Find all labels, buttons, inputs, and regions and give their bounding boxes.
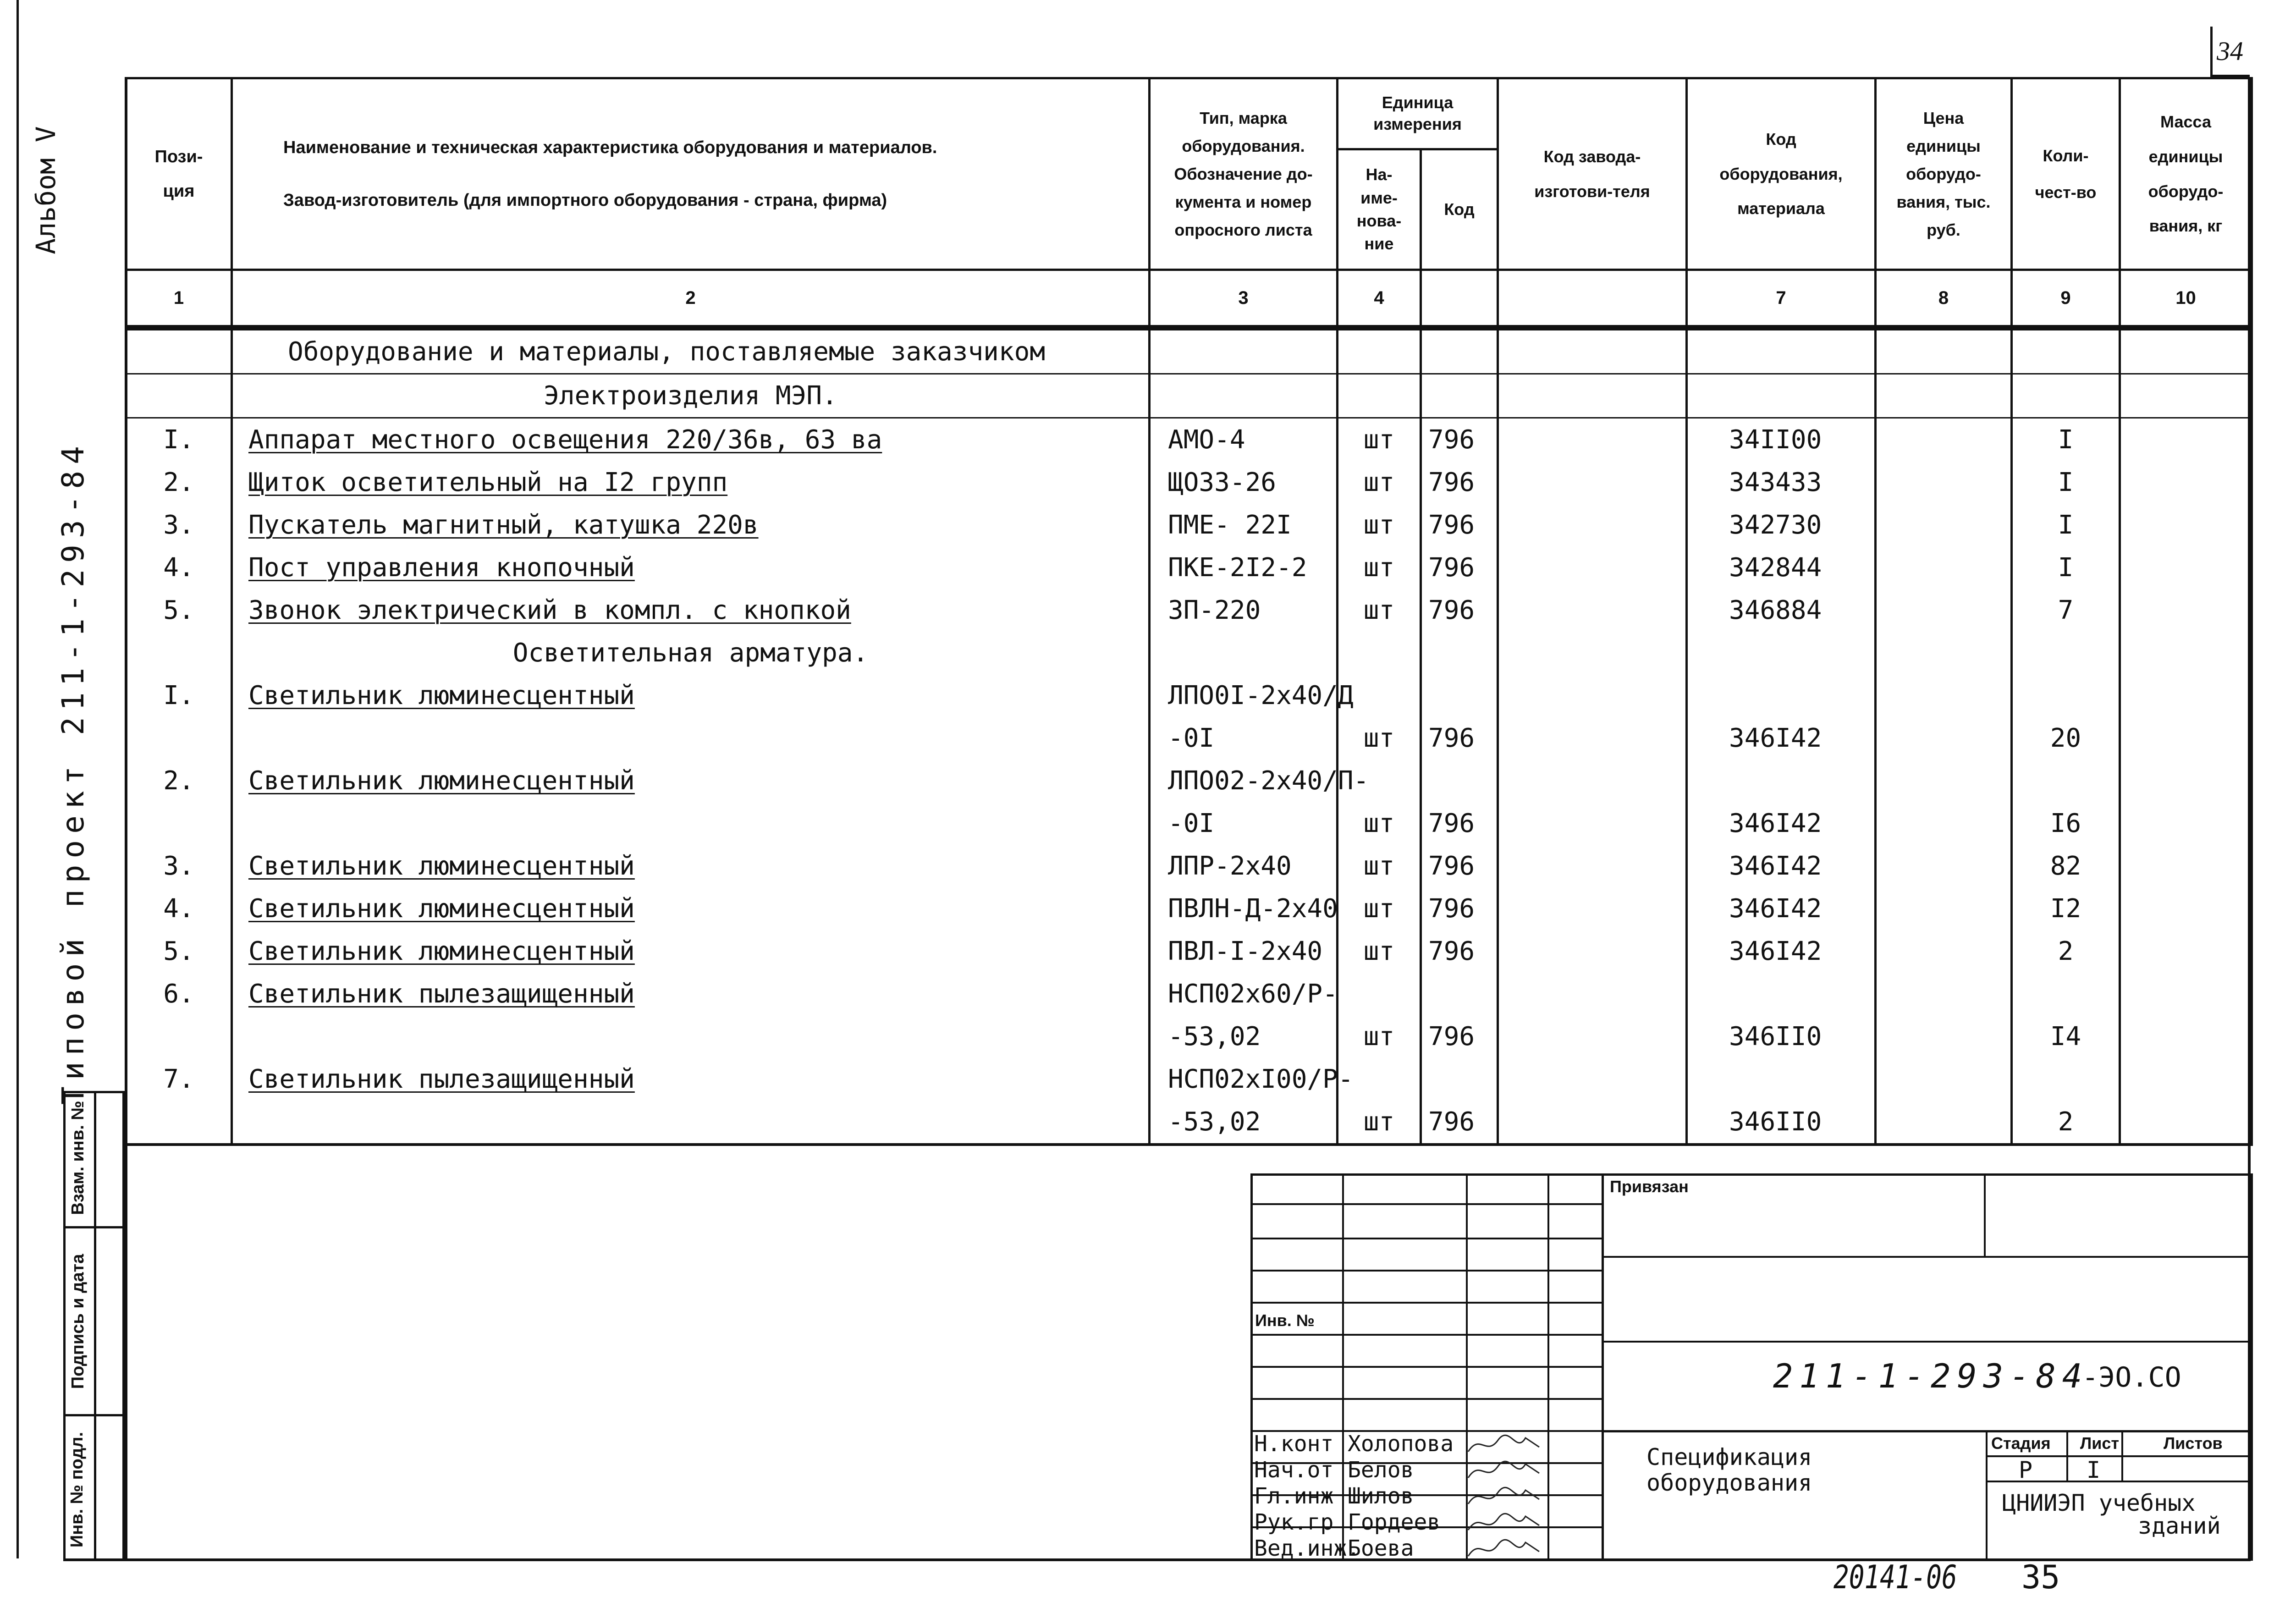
header-name-line2: Завод-изготовитель (для импортного оборудования - страна, фирма)	[283, 190, 887, 210]
name-cell	[232, 1015, 1150, 1058]
table-row	[126, 802, 2252, 845]
price-cell	[1876, 1058, 2012, 1101]
header-unit-mass: Масса единицы оборудо-вания, кг	[2120, 78, 2252, 270]
header-row	[126, 78, 2252, 149]
unit-cell	[1338, 328, 1421, 374]
unit-cell: шт	[1338, 504, 1421, 546]
signature-name: Шилов	[1348, 1483, 1414, 1509]
signature-name: Холопова	[1348, 1431, 1454, 1457]
name-cell	[232, 887, 1150, 930]
header-unit-group: Единица измерения	[1338, 78, 1498, 149]
inventory-label: Инв. №	[1255, 1311, 1315, 1330]
quantity-cell: 2	[2012, 930, 2120, 973]
plant-code-cell	[1498, 632, 1687, 674]
type-cell: ЩО33-26	[1150, 461, 1338, 504]
stage-value: Р	[2019, 1457, 2033, 1483]
name-cell	[232, 504, 1150, 546]
equipment-code-cell: 343433	[1687, 461, 1876, 504]
mass-cell	[2120, 1058, 2252, 1101]
quantity-cell: I	[2012, 461, 2120, 504]
table-row	[126, 589, 2252, 632]
signature-role: Гл.инж	[1254, 1483, 1334, 1509]
type-cell	[1150, 328, 1338, 374]
mass-cell	[2120, 546, 2252, 589]
plant-code-cell	[1498, 845, 1687, 887]
stamp-replaced-inventory: Взам. инв. №	[68, 1101, 88, 1215]
price-cell	[1876, 930, 2012, 973]
price-cell	[1876, 589, 2012, 632]
price-cell	[1876, 504, 2012, 546]
plant-code-cell	[1498, 930, 1687, 973]
unit-code-cell	[1421, 973, 1498, 1015]
quantity-cell	[2012, 328, 2120, 374]
table-row	[126, 1015, 2252, 1058]
signature-name: Боева	[1348, 1536, 1414, 1561]
signature-role: Вед.инж.	[1254, 1536, 1360, 1561]
mass-cell	[2120, 930, 2252, 973]
position-cell	[126, 717, 232, 760]
unit-cell: шт	[1338, 461, 1421, 504]
price-cell	[1876, 973, 2012, 1015]
position-cell: 3.	[126, 845, 232, 887]
column-number: 9	[2012, 270, 2120, 328]
table-row	[126, 418, 2252, 462]
project-label: Типовой проект 211-1-293-84	[55, 440, 91, 1105]
name-cell	[232, 374, 1150, 418]
price-cell	[1876, 802, 2012, 845]
type-cell: -0I	[1150, 802, 1338, 845]
equipment-code-cell	[1687, 374, 1876, 418]
type-cell: ЛПО02-2х40/П-	[1150, 760, 1338, 802]
equipment-code-cell: 346II0	[1687, 1101, 1876, 1145]
price-cell	[1876, 632, 2012, 674]
mass-cell	[2120, 632, 2252, 674]
unit-code-cell: 796	[1421, 1101, 1498, 1145]
table-row	[126, 546, 2252, 589]
quantity-cell: I6	[2012, 802, 2120, 845]
table-row	[126, 328, 2252, 374]
position-cell: 2.	[126, 760, 232, 802]
position-cell	[126, 1015, 232, 1058]
item-name: Оборудование и материалы, поставляемые заказчиком	[288, 337, 1046, 367]
column-number: 1	[126, 270, 232, 328]
header-unit-code: Код	[1421, 149, 1498, 270]
equipment-code-cell: 346I42	[1687, 930, 1876, 973]
position-cell: 4.	[126, 887, 232, 930]
equipment-code-cell: 346II0	[1687, 1015, 1876, 1058]
mass-cell	[2120, 461, 2252, 504]
table-row	[126, 845, 2252, 887]
document-name-line2: оборудования	[1646, 1470, 1812, 1496]
name-cell	[232, 973, 1150, 1015]
price-cell	[1876, 418, 2012, 462]
position-cell: I.	[126, 674, 232, 717]
equipment-code-cell	[1687, 328, 1876, 374]
unit-cell: шт	[1338, 802, 1421, 845]
position-cell	[126, 328, 232, 374]
sheet-value: I	[2087, 1457, 2101, 1483]
type-cell	[1150, 374, 1338, 418]
equipment-code-cell: 346I42	[1687, 845, 1876, 887]
unit-cell: шт	[1338, 930, 1421, 973]
unit-code-cell	[1421, 328, 1498, 374]
unit-cell: шт	[1338, 717, 1421, 760]
plant-code-cell	[1498, 1058, 1687, 1101]
table-row	[126, 973, 2252, 1015]
quantity-cell: I4	[2012, 1015, 2120, 1058]
price-cell	[1876, 674, 2012, 717]
unit-cell: шт	[1338, 418, 1421, 462]
frame-left-border	[17, 0, 19, 1558]
equipment-code-cell: 346I42	[1687, 717, 1876, 760]
handwritten-signature	[1466, 1457, 1544, 1485]
unit-code-cell: 796	[1421, 717, 1498, 760]
plant-code-cell	[1498, 418, 1687, 462]
unit-cell	[1338, 374, 1421, 418]
mass-cell	[2120, 374, 2252, 418]
type-cell: -53,02	[1150, 1101, 1338, 1145]
header-equipment-code: Код оборудования, материала	[1687, 78, 1876, 270]
item-name: Светильник люминесцентный	[248, 894, 635, 924]
plant-code-cell	[1498, 546, 1687, 589]
stamp-signature-date: Подпись и дата	[68, 1254, 88, 1389]
quantity-cell	[2012, 374, 2120, 418]
unit-cell: шт	[1338, 546, 1421, 589]
column-number: 4	[1338, 270, 1421, 328]
mass-cell	[2120, 589, 2252, 632]
position-cell	[126, 632, 232, 674]
equipment-code-cell	[1687, 760, 1876, 802]
item-name: Щиток осветительный на I2 групп	[248, 468, 728, 497]
table-row	[126, 1101, 2252, 1145]
mass-cell	[2120, 717, 2252, 760]
mass-cell	[2120, 674, 2252, 717]
name-cell	[232, 845, 1150, 887]
equipment-code-cell	[1687, 674, 1876, 717]
table-row	[126, 717, 2252, 760]
position-cell	[126, 1101, 232, 1145]
header-unit-name: На-име-нова-ние	[1338, 149, 1421, 270]
unit-cell	[1338, 973, 1421, 1015]
header-name-line1: Наименование и техническая характеристика оборудования и материалов.	[283, 138, 937, 158]
quantity-cell	[2012, 632, 2120, 674]
type-cell: НСП02х60/Р-	[1150, 973, 1338, 1015]
item-name: Электроизделия МЭП.	[544, 381, 837, 411]
price-cell	[1876, 328, 2012, 374]
quantity-cell: 2	[2012, 1101, 2120, 1145]
item-name: Аппарат местного освещения 220/36в, 63 ва	[248, 425, 882, 455]
quantity-cell: I	[2012, 546, 2120, 589]
plant-code-cell	[1498, 589, 1687, 632]
unit-code-cell: 796	[1421, 887, 1498, 930]
name-cell	[232, 546, 1150, 589]
position-cell: I.	[126, 418, 232, 462]
plant-code-cell	[1498, 802, 1687, 845]
quantity-cell	[2012, 760, 2120, 802]
type-cell: ПВЛ-I-2х40	[1150, 930, 1338, 973]
sheet-number: 34	[2217, 36, 2243, 66]
mass-cell	[2120, 760, 2252, 802]
header-unit-price: Цена единицы оборудо-вания, тыс. руб.	[1876, 78, 2012, 270]
name-cell	[232, 418, 1150, 462]
item-name: Светильник люминесцентный	[248, 936, 635, 966]
item-name: Осветительная арматура.	[512, 638, 869, 668]
price-cell	[1876, 717, 2012, 760]
header-plant-code: Код завода-изготови-теля	[1498, 78, 1687, 270]
unit-code-cell	[1421, 760, 1498, 802]
drawing-designation: 211-1-293-84	[1773, 1357, 2089, 1395]
signature-name: Гордеев	[1348, 1509, 1441, 1535]
document-name-line1: Спецификация	[1646, 1444, 1812, 1470]
unit-code-cell: 796	[1421, 461, 1498, 504]
name-cell	[232, 589, 1150, 632]
position-cell: 5.	[126, 930, 232, 973]
type-cell: ПВЛН-Д-2х40	[1150, 887, 1338, 930]
type-cell: АМО-4	[1150, 418, 1338, 462]
quantity-cell	[2012, 1058, 2120, 1101]
column-number: 10	[2120, 270, 2252, 328]
items-body	[126, 328, 2252, 1145]
name-cell	[232, 632, 1150, 674]
table-row	[126, 1058, 2252, 1101]
unit-code-cell	[1421, 632, 1498, 674]
handwritten-signature	[1466, 1483, 1544, 1511]
name-cell	[232, 328, 1150, 374]
plant-code-cell	[1498, 1015, 1687, 1058]
signature-role: Н.конт	[1254, 1431, 1334, 1457]
name-cell	[232, 461, 1150, 504]
unit-cell: шт	[1338, 845, 1421, 887]
price-cell	[1876, 461, 2012, 504]
plant-code-cell	[1498, 1101, 1687, 1145]
unit-cell: шт	[1338, 887, 1421, 930]
equipment-code-cell	[1687, 632, 1876, 674]
organization-line1: ЦНИИЭП учебных	[2002, 1490, 2196, 1516]
header-quantity: Коли-чест-во	[2012, 78, 2120, 270]
type-cell: -0I	[1150, 717, 1338, 760]
type-cell: ПКЕ-2I2-2	[1150, 546, 1338, 589]
quantity-cell: 20	[2012, 717, 2120, 760]
name-cell	[232, 674, 1150, 717]
unit-code-cell	[1421, 1058, 1498, 1101]
plant-code-cell	[1498, 328, 1687, 374]
mass-cell	[2120, 887, 2252, 930]
name-cell	[232, 802, 1150, 845]
unit-cell: шт	[1338, 1015, 1421, 1058]
handwritten-signature	[1466, 1536, 1544, 1563]
price-cell	[1876, 374, 2012, 418]
sheets-label: Листов	[2164, 1434, 2223, 1453]
price-cell	[1876, 887, 2012, 930]
column-number: 7	[1687, 270, 1876, 328]
quantity-cell	[2012, 674, 2120, 717]
equipment-code-cell	[1687, 1058, 1876, 1101]
name-cell	[232, 930, 1150, 973]
position-cell: 6.	[126, 973, 232, 1015]
handwritten-signature	[1466, 1431, 1544, 1459]
plant-code-cell	[1498, 887, 1687, 930]
item-name: Светильник пылезащищенный	[248, 979, 635, 1009]
quantity-cell: I	[2012, 418, 2120, 462]
column-number: 3	[1150, 270, 1338, 328]
item-name: Пост управления кнопочный	[248, 553, 635, 583]
header-type: Тип, марка оборудования. Обозначение до-кумента и номер опросного листа	[1150, 78, 1338, 270]
position-cell: 4.	[126, 546, 232, 589]
item-name: Светильник пылезащищенный	[248, 1064, 635, 1094]
mass-cell	[2120, 845, 2252, 887]
unit-code-cell: 796	[1421, 802, 1498, 845]
title-block	[1250, 1173, 2251, 1561]
drawing-designation-suffix: -ЭО.СО	[2082, 1361, 2181, 1393]
type-cell: ЛПР-2х40	[1150, 845, 1338, 887]
unit-code-cell: 796	[1421, 1015, 1498, 1058]
price-cell	[1876, 845, 2012, 887]
price-cell	[1876, 546, 2012, 589]
plant-code-cell	[1498, 760, 1687, 802]
mass-cell	[2120, 328, 2252, 374]
unit-code-cell	[1421, 374, 1498, 418]
header-position: Пози-ция	[126, 78, 232, 270]
item-name: Светильник люминесцентный	[248, 766, 635, 796]
position-cell	[126, 374, 232, 418]
unit-code-cell	[1421, 674, 1498, 717]
plant-code-cell	[1498, 461, 1687, 504]
unit-code-cell: 796	[1421, 589, 1498, 632]
stamp-original-inventory: Инв. № подл.	[67, 1431, 87, 1548]
mass-cell	[2120, 973, 2252, 1015]
equipment-code-cell: 346I42	[1687, 802, 1876, 845]
unit-cell: шт	[1338, 1101, 1421, 1145]
sheet-label: Лист	[2080, 1434, 2120, 1453]
column-number: 2	[232, 270, 1150, 328]
order-number: 20141-06	[1834, 1558, 1957, 1596]
equipment-code-cell: 342730	[1687, 504, 1876, 546]
mass-cell	[2120, 1101, 2252, 1145]
equipment-code-cell: 34II00	[1687, 418, 1876, 462]
plant-code-cell	[1498, 717, 1687, 760]
type-cell: НСП02хI00/Р-	[1150, 1058, 1338, 1101]
name-cell	[232, 1058, 1150, 1101]
table-row	[126, 760, 2252, 802]
item-name: Звонок электрический в компл. с кнопкой	[248, 595, 851, 625]
column-number: 8	[1876, 270, 2012, 328]
table-row	[126, 504, 2252, 546]
equipment-code-cell: 346I42	[1687, 887, 1876, 930]
mass-cell	[2120, 418, 2252, 462]
item-name: Светильник люминесцентный	[248, 851, 635, 881]
quantity-cell: 82	[2012, 845, 2120, 887]
type-cell: ЗП-220	[1150, 589, 1338, 632]
quantity-cell: I2	[2012, 887, 2120, 930]
attached-label: Привязан	[1610, 1177, 1689, 1196]
table-row	[126, 674, 2252, 717]
position-cell: 2.	[126, 461, 232, 504]
table-row	[126, 461, 2252, 504]
plant-code-cell	[1498, 374, 1687, 418]
table-row	[126, 374, 2252, 418]
mass-cell	[2120, 504, 2252, 546]
position-cell	[126, 802, 232, 845]
table-row	[126, 887, 2252, 930]
price-cell	[1876, 760, 2012, 802]
position-cell: 7.	[126, 1058, 232, 1101]
specification-table	[125, 77, 2253, 1146]
name-cell	[232, 1101, 1150, 1145]
signature-role: Нач.от	[1254, 1457, 1334, 1483]
name-cell	[232, 760, 1150, 802]
unit-code-cell: 796	[1421, 418, 1498, 462]
quantity-cell: 7	[2012, 589, 2120, 632]
unit-cell: шт	[1338, 589, 1421, 632]
price-cell	[1876, 1101, 2012, 1145]
organization-line2: зданий	[2138, 1513, 2221, 1539]
handwritten-signature	[1466, 1509, 1544, 1537]
quantity-cell	[2012, 973, 2120, 1015]
column-number	[1498, 270, 1687, 328]
album-label: Альбом V	[30, 126, 61, 254]
table-row	[126, 930, 2252, 973]
stage-label: Стадия	[1991, 1434, 2051, 1453]
type-cell: -53,02	[1150, 1015, 1338, 1058]
plant-code-cell	[1498, 674, 1687, 717]
page-number: 35	[2021, 1558, 2060, 1596]
quantity-cell: I	[2012, 504, 2120, 546]
column-number-row	[126, 270, 2252, 328]
item-name: Пускатель магнитный, катушка 220в	[248, 510, 759, 540]
price-cell	[1876, 1015, 2012, 1058]
equipment-code-cell	[1687, 973, 1876, 1015]
plant-code-cell	[1498, 973, 1687, 1015]
header-name	[232, 78, 1150, 270]
column-number	[1421, 270, 1498, 328]
equipment-code-cell: 346884	[1687, 589, 1876, 632]
position-cell: 3.	[126, 504, 232, 546]
type-cell: ПМЕ- 22I	[1150, 504, 1338, 546]
unit-cell	[1338, 632, 1421, 674]
unit-code-cell: 796	[1421, 845, 1498, 887]
unit-code-cell: 796	[1421, 930, 1498, 973]
type-cell	[1150, 632, 1338, 674]
unit-code-cell: 796	[1421, 546, 1498, 589]
table-row	[126, 632, 2252, 674]
item-name: Светильник люминесцентный	[248, 681, 635, 710]
mass-cell	[2120, 802, 2252, 845]
position-cell: 5.	[126, 589, 232, 632]
name-cell	[232, 717, 1150, 760]
equipment-code-cell: 342844	[1687, 546, 1876, 589]
plant-code-cell	[1498, 504, 1687, 546]
mass-cell	[2120, 1015, 2252, 1058]
signature-role: Рук.гр	[1254, 1509, 1334, 1535]
type-cell: ЛПО0I-2х40/Д	[1150, 674, 1338, 717]
unit-code-cell: 796	[1421, 504, 1498, 546]
signature-name: Белов	[1348, 1457, 1414, 1483]
